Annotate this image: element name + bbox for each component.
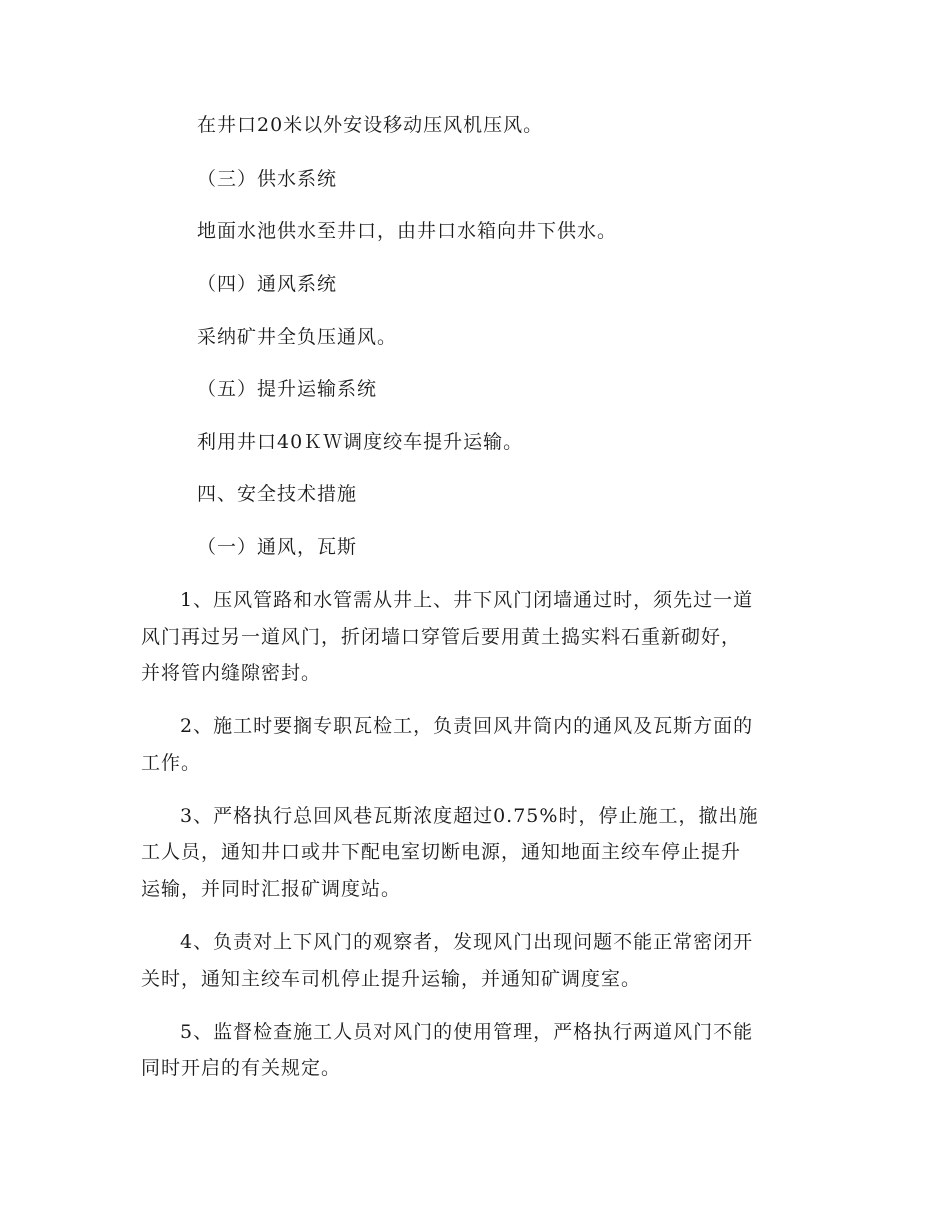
section-heading-hoisting: （五）提升运输系统	[197, 378, 378, 400]
item-2-line-1: 2、施工时要搁专职瓦检工，负责回风井筒内的通风及瓦斯方面的	[180, 715, 754, 737]
text-line-7: 利用井口40ＫＷ调度绞车提升运输。	[197, 431, 524, 453]
text-line-3: 地面水池供水至井口，由井口水箱向井下供水。	[197, 220, 618, 242]
section-heading-ventilation: （四）通风系统	[197, 273, 338, 295]
item-3-line-1: 3、严格执行总回风巷瓦斯浓度超过0.75%时，停止施工，撤出施	[180, 805, 759, 827]
item-1-line-1: 1、压风管路和水管需从井上、井下风门闭墙通过时，须先过一道	[180, 589, 754, 611]
item-5-line-1: 5、监督检查施工人员对风门的使用管理，严格执行两道风门不能	[180, 1021, 754, 1043]
item-1-line-2: 风门再过另一道风门，折闭墙口穿管后要用黄土捣实料石重新砌好，	[141, 626, 742, 648]
text-line-5: 采纳矿井全负压通风。	[197, 326, 398, 348]
item-3-line-3: 运输，并同时汇报矿调度站。	[141, 878, 402, 900]
subsection-heading-ventilation-gas: （一）通风，瓦斯	[197, 536, 358, 558]
item-4-line-1: 4、负责对上下风门的观察者，发现风门出现问题不能正常密闭开	[180, 931, 754, 953]
item-4-line-2: 关时，通知主绞车司机停止提升运输，并通知矿调度室。	[141, 968, 642, 990]
item-5-line-2: 同时开启的有关规定。	[141, 1057, 342, 1079]
item-2-line-2: 工作。	[141, 752, 202, 774]
section-heading-safety-measures: 四、安全技术措施	[197, 483, 358, 505]
text-line-1: 在井口20米以外安设移动压风机压风。	[197, 114, 544, 136]
item-3-line-2: 工人员，通知井口或井下配电室切断电源，通知地面主绞车停止提升	[141, 841, 742, 863]
item-1-line-3: 并将管内缝隙密封。	[141, 662, 322, 684]
section-heading-water-supply: （三）供水系统	[197, 168, 338, 190]
